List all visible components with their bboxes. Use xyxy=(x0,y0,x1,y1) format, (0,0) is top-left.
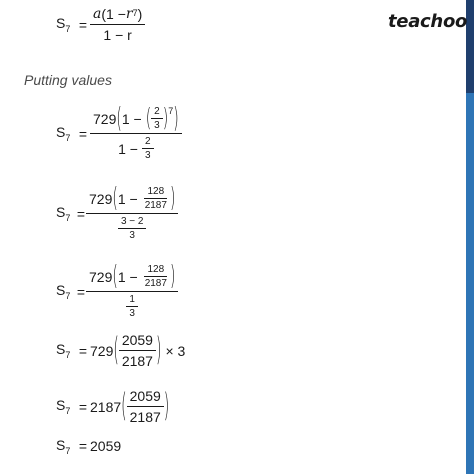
step-4-coefficient: 729 xyxy=(90,342,114,359)
accent-bar-bottom xyxy=(466,93,474,474)
equals-sign: = xyxy=(78,398,88,415)
lhs-s7: $S_7$ xyxy=(56,204,71,223)
fraction-128-2187: $\frac{128}{2187}$ xyxy=(144,186,167,211)
equals-sign: = xyxy=(78,438,88,455)
two-thirds: $\frac{2}{3}$ xyxy=(151,106,163,131)
step-3-fraction xyxy=(86,261,178,319)
accent-bar-top xyxy=(466,0,474,93)
equals-sign: = xyxy=(76,283,86,300)
lhs-s7: $S_7$ xyxy=(56,282,71,301)
final-result: 2059 xyxy=(90,438,122,455)
step-5: $S_7$ = 2187 ( $\frac{2059}{2187}$ ) xyxy=(56,388,170,425)
two-thirds: $\frac{2}{3}$ xyxy=(142,136,154,161)
lhs-s7: $S_7$ xyxy=(56,341,71,360)
sum-formula xyxy=(56,6,145,43)
accent-bar xyxy=(466,0,474,474)
step-3-numerator: 729 ( 1 − $\frac{128}{2187}$ ) xyxy=(86,264,178,292)
step-1-denominator: 1 − $\frac{2}{3}$ xyxy=(115,134,156,161)
step-2 xyxy=(56,183,178,241)
step-3-denominator xyxy=(123,292,141,319)
fraction-128-2187: $\frac{128}{2187}$ xyxy=(144,264,167,289)
fraction-2059-2187: $\frac{2059}{2187}$ xyxy=(119,332,156,369)
sum-formula-fraction xyxy=(90,6,145,43)
step-1 xyxy=(56,102,182,161)
step-5-coefficient: 2187 xyxy=(90,398,122,415)
equals-sign: = xyxy=(76,205,86,222)
lhs-s7: $S_7$ xyxy=(56,124,71,143)
formula-denominator: 1 − r xyxy=(103,27,132,43)
step-6-result xyxy=(56,437,121,456)
step-2-numerator: 729 ( 1 − $\frac{128}{2187}$ ) xyxy=(86,186,178,214)
lhs-s7: $S_7$ xyxy=(56,15,71,34)
equals-sign: = xyxy=(78,342,88,359)
lhs-s7: $S_7$ xyxy=(56,397,71,416)
equals-sign: = xyxy=(78,16,88,33)
step-1-numerator: 729 ( 1 − ( $\frac{2}{3}$ ) 7 ) xyxy=(90,106,182,134)
teachoo-logo: teachoo xyxy=(388,11,468,32)
equals-sign: = xyxy=(78,125,88,142)
step-2-fraction xyxy=(86,183,178,241)
step-2-denominator xyxy=(115,214,150,241)
step-1-fraction xyxy=(90,102,182,161)
step-4: $S_7$ = 729 ( $\frac{2059}{2187}$ ) × 3 xyxy=(56,332,186,369)
formula-numerator: a (1 − r 7 ) xyxy=(90,6,145,25)
fraction-3-minus-2-over-3: $\frac{3 - 2}{3}$ xyxy=(118,216,147,241)
putting-values-note: Putting values xyxy=(24,72,112,88)
fraction-one-third: $\frac{1}{3}$ xyxy=(126,294,138,319)
step-3 xyxy=(56,261,178,319)
fraction-2059-2187: $\frac{2059}{2187}$ xyxy=(127,388,164,425)
lhs-s7: $S_7$ xyxy=(56,437,71,456)
times-three: × 3 xyxy=(165,342,186,359)
